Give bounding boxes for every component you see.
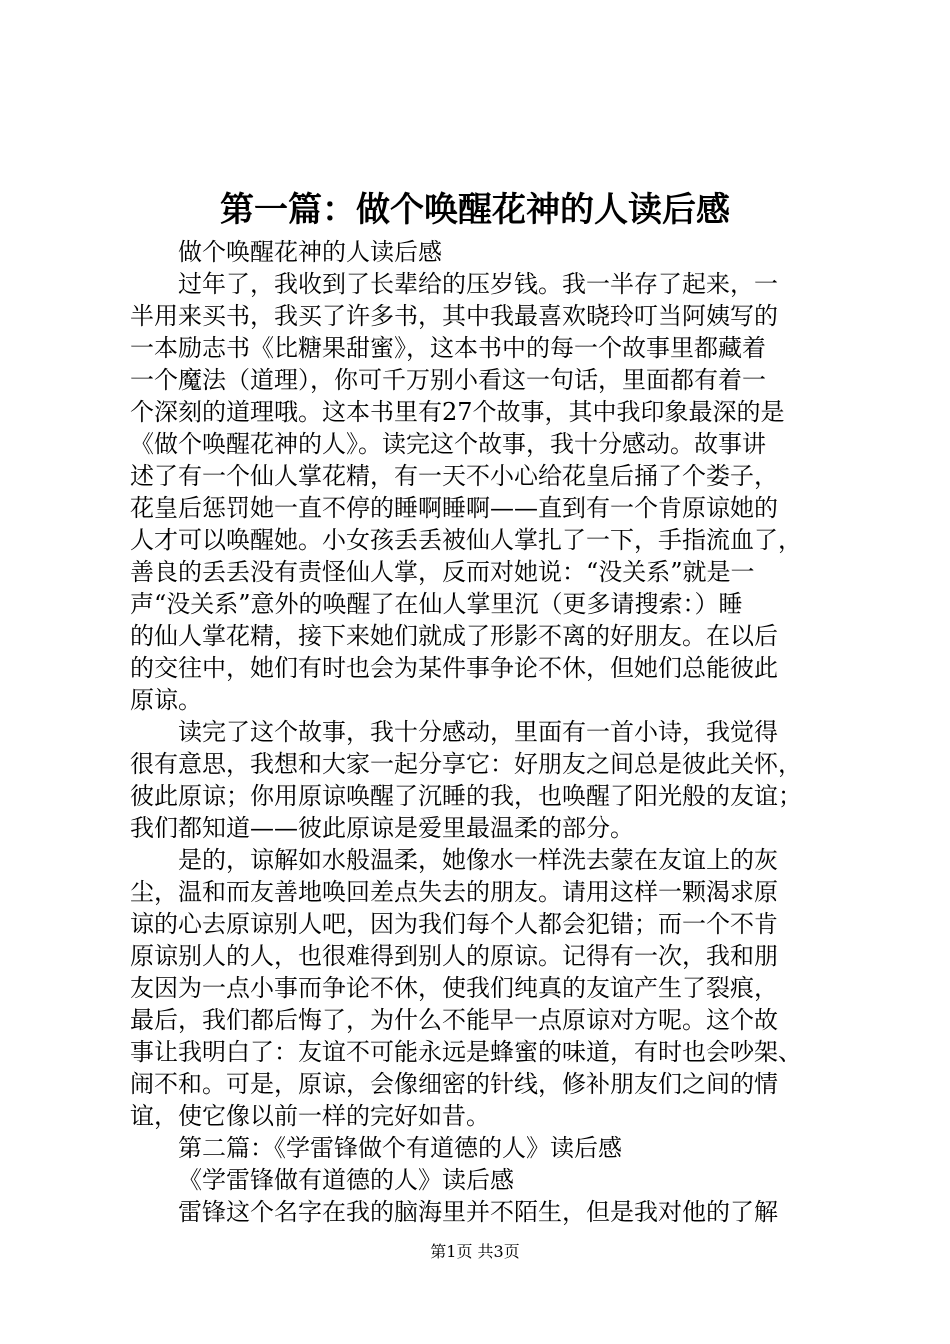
text-line: 读完了这个故事，我十分感动，里面有一首小诗，我觉得 bbox=[178, 718, 778, 746]
text-line: 半用来买书，我买了许多书，其中我最喜欢晓玲叮当阿姨写的 bbox=[130, 302, 778, 330]
text-line: 谊，使它像以前一样的完好如昔。 bbox=[130, 1102, 490, 1130]
text-line: 的仙人掌花精，接下来她们就成了形影不离的好朋友。在以后 bbox=[130, 622, 778, 650]
text-line: 善良的丢丢没有责怪仙人掌，反而对她说：“没关系”就是一 bbox=[130, 558, 755, 586]
text-line: 雷锋这个名字在我的脑海里并不陌生，但是我对他的了解 bbox=[178, 1198, 778, 1226]
text-line: 友因为一点小事而争论不休，使我们纯真的友谊产生了裂痕， bbox=[130, 974, 778, 1002]
text-line: 过年了，我收到了长辈给的压岁钱。我一半存了起来，一 bbox=[178, 270, 778, 298]
text-line: 声“没关系”意外的唤醒了在仙人掌里沉（更多请搜索：）睡 bbox=[130, 590, 743, 618]
document-title: 第一篇：做个唤醒花神的人读后感 bbox=[220, 190, 730, 230]
page-footer: 第1页 共3页 bbox=[430, 1242, 520, 1261]
text-line: 述了有一个仙人掌花精，有一天不小心给花皇后捅了个娄子， bbox=[130, 462, 778, 490]
text-line: 原谅。 bbox=[130, 686, 202, 714]
text-line: 第二篇：《学雷锋做个有道德的人》读后感 bbox=[178, 1134, 622, 1162]
text-line: 尘，温和而友善地唤回差点失去的朋友。请用这样一颗渴求原 bbox=[130, 878, 778, 906]
text-line: 个深刻的道理哦。这本书里有27个故事，其中我印象最深的是 bbox=[130, 398, 785, 426]
text-line: 花皇后惩罚她一直不停的睡啊睡啊——直到有一个肯原谅她的 bbox=[130, 494, 778, 522]
document-body bbox=[130, 236, 830, 1228]
text-line: 事让我明白了：友谊不可能永远是蜂蜜的味道，有时也会吵架、 bbox=[130, 1038, 802, 1066]
text-line: 的交往中，她们有时也会为某件事争论不休，但她们总能彼此 bbox=[130, 654, 778, 682]
text-line: 原谅别人的人，也很难得到别人的原谅。记得有一次，我和朋 bbox=[130, 942, 778, 970]
text-line: 很有意思，我想和大家一起分享它：好朋友之间总是彼此关怀， bbox=[130, 750, 802, 778]
text-line: 做个唤醒花神的人读后感 bbox=[178, 238, 442, 266]
text-line: 闹不和。可是，原谅，会像细密的针线，修补朋友们之间的情 bbox=[130, 1070, 778, 1098]
text-line: 我们都知道——彼此原谅是爱里最温柔的部分。 bbox=[130, 814, 634, 842]
text-line: 谅的心去原谅别人吧，因为我们每个人都会犯错；而一个不肯 bbox=[130, 910, 778, 938]
text-line: 彼此原谅；你用原谅唤醒了沉睡的我，也唤醒了阳光般的友谊； bbox=[130, 782, 802, 810]
text-line: 一个魔法（道理），你可千万别小看这一句话，里面都有着一 bbox=[130, 366, 766, 394]
text-line: 人才可以唤醒她。小女孩丢丢被仙人掌扎了一下，手指流血了， bbox=[130, 526, 802, 554]
text-line: 一本励志书《比糖果甜蜜》，这本书中的每一个故事里都藏着 bbox=[130, 334, 766, 362]
text-line: 最后，我们都后悔了，为什么不能早一点原谅对方呢。这个故 bbox=[130, 1006, 778, 1034]
text-line: 《学雷锋做有道德的人》读后感 bbox=[178, 1166, 514, 1194]
text-line: 《做个唤醒花神的人》。读完这个故事，我十分感动。故事讲 bbox=[130, 430, 766, 458]
text-line: 是的，谅解如水般温柔，她像水一样洗去蒙在友谊上的灰 bbox=[178, 846, 778, 874]
